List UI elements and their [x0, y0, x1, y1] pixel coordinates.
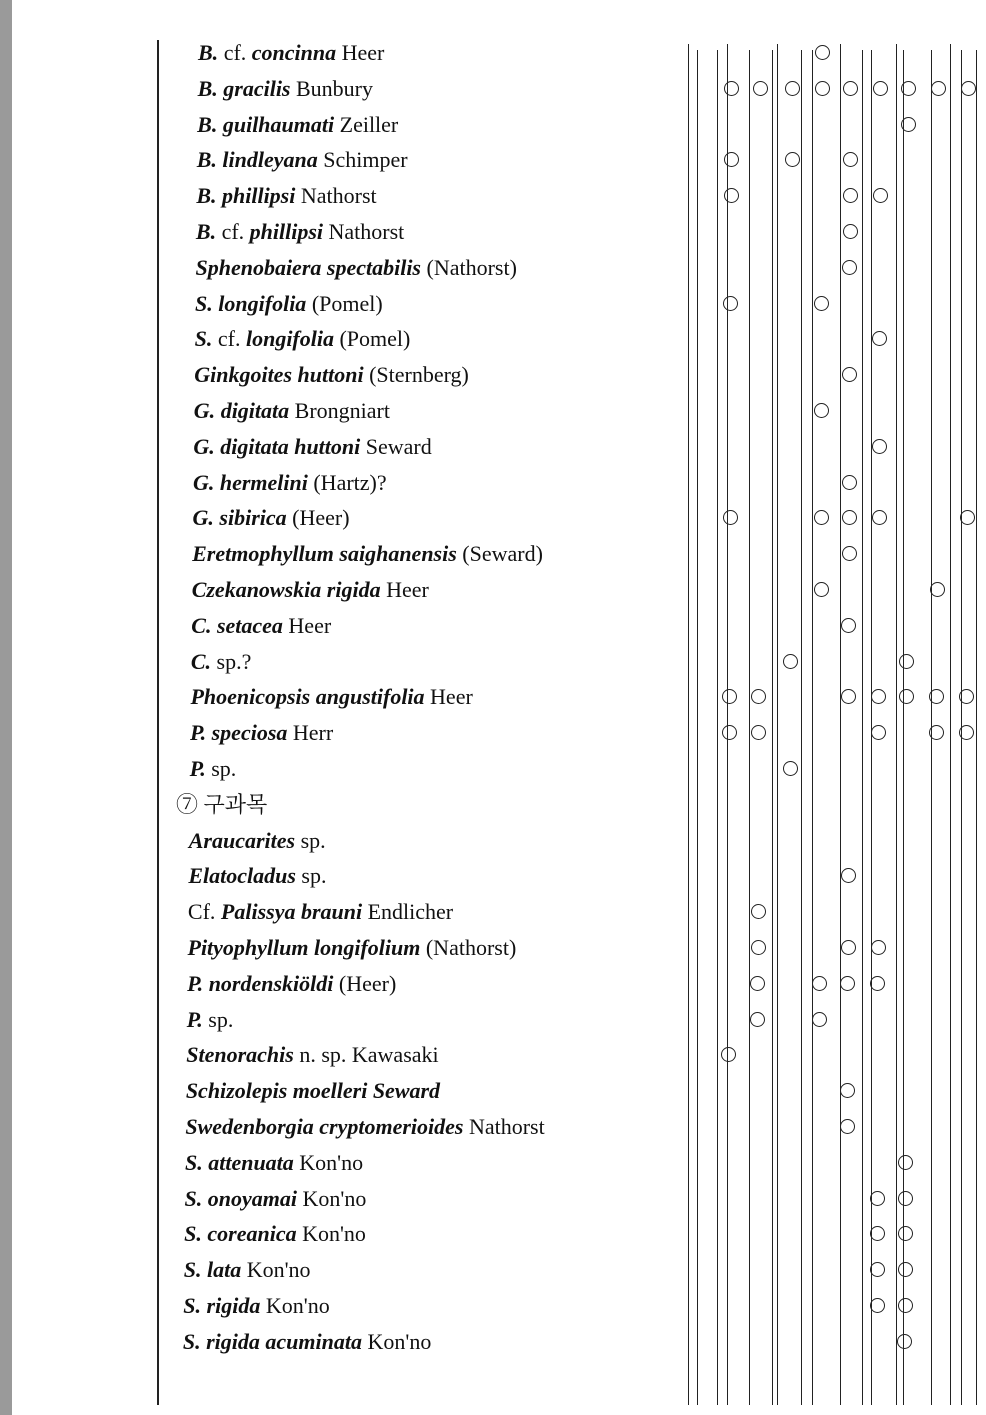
epithet: lata — [206, 1257, 242, 1283]
qualifier: n. sp. — [299, 1042, 347, 1068]
occurrence-circle — [871, 725, 886, 740]
occurrence-circle — [812, 1012, 827, 1027]
occurrence-circle — [843, 224, 858, 239]
genus: Elatocladus — [188, 863, 296, 889]
author: (Heer) — [292, 505, 350, 531]
qualifier: cf. — [217, 326, 241, 352]
genus: Phoenicopsis — [190, 684, 311, 710]
occurrence-circle — [960, 510, 975, 525]
column-rule — [950, 44, 951, 1405]
author: Heer — [288, 612, 332, 638]
epithet: Palissya brauni — [220, 899, 363, 925]
occurrence-circle — [814, 510, 829, 525]
occurrence-circle — [901, 117, 916, 132]
column-rule — [772, 50, 773, 1405]
author: Heer — [341, 40, 385, 65]
author: Nathorst — [328, 219, 405, 244]
occurrence-circle — [840, 1119, 855, 1134]
epithet: spectabilis — [326, 254, 421, 280]
occurrence-circle — [783, 654, 798, 669]
epithet: rigida — [326, 577, 381, 602]
author: Zeiller — [339, 111, 399, 137]
author: (Pomel) — [339, 326, 411, 352]
occurrence-circle — [931, 81, 946, 96]
epithet: hermelini — [219, 469, 308, 495]
genus: C. — [191, 612, 212, 638]
genus: S. — [184, 1149, 203, 1175]
epithet: angustifolia — [315, 684, 425, 710]
epithet: speciosa — [211, 720, 288, 746]
author: (Nathorst) — [426, 254, 517, 280]
occurrence-circle — [785, 152, 800, 167]
epithet: longifolium — [314, 935, 421, 960]
epithet: gracilis — [223, 75, 291, 101]
occurrence-circle — [870, 1226, 885, 1241]
epithet: phillipsi — [249, 219, 324, 244]
author: Heer — [386, 577, 429, 602]
genus: Ginkgoites — [194, 362, 293, 388]
occurrence-circle — [840, 976, 855, 991]
occurrence-circle — [873, 81, 888, 96]
epithet: lindleyana — [222, 147, 318, 173]
occurrence-circle — [870, 976, 885, 991]
genus: S. — [195, 290, 213, 316]
genus: S. — [182, 1328, 201, 1354]
author: Brongniart — [294, 398, 390, 423]
occurrence-circle — [841, 689, 856, 704]
qualifier: sp.? — [216, 648, 252, 674]
occurrence-circle — [929, 689, 944, 704]
genus: B. — [195, 219, 217, 244]
genus: P. — [189, 756, 206, 781]
occurrence-circle — [872, 510, 887, 525]
author: Kon'no — [265, 1293, 330, 1318]
occurrence-circle — [722, 689, 737, 704]
author: Kon'no — [299, 1149, 364, 1175]
genus: Cf. — [187, 899, 216, 925]
occurrence-circle — [750, 1012, 765, 1027]
epithet: cryptomerioides — [319, 1114, 464, 1139]
epithet: rigida — [206, 1293, 261, 1318]
occurrence-circle — [724, 152, 739, 167]
occurrence-circle — [842, 546, 857, 561]
genus: C. — [190, 648, 212, 674]
genus: S. — [183, 1293, 202, 1318]
occurrence-circle — [751, 725, 766, 740]
occurrence-circle — [783, 761, 798, 776]
qualifier: sp. — [301, 863, 327, 889]
occurrence-circle — [785, 81, 800, 96]
genus: Eretmophyllum — [192, 541, 334, 567]
genus: Czekanowskia — [191, 577, 322, 602]
occurrence-circle — [870, 1298, 885, 1313]
occurrence-circle — [842, 510, 857, 525]
occurrence-circle — [870, 1191, 885, 1206]
occurrence-circle — [721, 1047, 736, 1062]
author: Kon'no — [302, 1221, 366, 1247]
occurrence-circle — [841, 618, 856, 633]
occurrence-circle — [930, 582, 945, 597]
occurrence-circle — [814, 296, 829, 311]
occurrence-circle — [871, 940, 886, 955]
epithet: coreanica — [207, 1221, 297, 1247]
genus: P. — [187, 970, 204, 996]
occurrence-circle — [871, 689, 886, 704]
occurrence-circle — [724, 188, 739, 203]
qualifier: sp. — [300, 827, 326, 853]
genus: B. — [196, 147, 217, 173]
epithet: phillipsi — [222, 183, 296, 209]
occurrence-circle — [750, 976, 765, 991]
occurrence-circle — [898, 1298, 913, 1313]
occurrence-circle — [815, 45, 830, 60]
occurrence-circle — [929, 725, 944, 740]
column-rule — [812, 50, 813, 1405]
genus: Pityophyllum — [187, 935, 309, 960]
occurrence-circle — [872, 331, 887, 346]
epithet: digitata huttoni — [220, 433, 361, 459]
column-rule — [688, 44, 689, 1405]
author: Kon'no — [302, 1185, 367, 1211]
epithet: concinna — [251, 40, 337, 65]
occurrence-circle — [723, 296, 738, 311]
epithet: longifolia — [218, 290, 307, 316]
genus: Sphenobaiera — [195, 254, 322, 280]
column-rule — [801, 50, 802, 1405]
occurrence-circle — [751, 904, 766, 919]
occurrence-circle — [842, 367, 857, 382]
occurrence-circle — [899, 654, 914, 669]
author: Schimper — [323, 147, 408, 173]
genus: Stenorachis — [186, 1042, 294, 1068]
occurrence-circle — [753, 81, 768, 96]
column-rule — [862, 50, 863, 1405]
author: Nathorst — [300, 183, 377, 209]
epithet: digitata — [220, 398, 290, 423]
occurrence-circle — [840, 1083, 855, 1098]
occurrence-circle — [812, 976, 827, 991]
genus: P. — [186, 1006, 203, 1032]
occurrence-circle — [959, 725, 974, 740]
epithet: onoyamai — [207, 1185, 298, 1211]
genus: S. — [183, 1257, 202, 1283]
occurrence-circle — [842, 260, 857, 275]
genus: G. — [192, 505, 214, 531]
occurrence-circle — [872, 439, 887, 454]
epithet: rigida acuminata — [206, 1328, 362, 1354]
genus: B. — [196, 183, 217, 209]
occurrence-circle — [843, 81, 858, 96]
author: Bunbury — [296, 75, 373, 101]
occurrence-circle — [814, 582, 829, 597]
qualifier: sp. — [208, 1006, 234, 1032]
occurrence-circle — [898, 1262, 913, 1277]
genus: G. — [193, 433, 215, 459]
occurrence-circle — [751, 940, 766, 955]
occurrence-circle — [959, 689, 974, 704]
author: (Seward) — [462, 541, 543, 567]
epithet: setacea — [216, 612, 283, 638]
qualifier: sp. — [211, 756, 237, 781]
genus: S. — [194, 326, 213, 352]
author: Endlicher — [367, 899, 454, 925]
column-rule — [840, 44, 841, 1405]
column-rule — [697, 50, 698, 1405]
genus: P. — [190, 720, 207, 746]
genus: B. — [198, 40, 219, 65]
occurrence-circle — [724, 81, 739, 96]
epithet: moelleri Seward — [292, 1078, 441, 1104]
author: Herr — [292, 720, 334, 746]
occurrence-circle — [898, 1155, 913, 1170]
epithet: nordenskiöldi — [208, 970, 334, 996]
author: (Hartz)? — [313, 469, 387, 495]
occurrence-circle — [898, 1226, 913, 1241]
occurrence-circle — [815, 81, 830, 96]
author: Kawasaki — [351, 1042, 439, 1068]
column-rule — [896, 44, 897, 1405]
epithet: sibirica — [219, 505, 287, 531]
genus: Araucarites — [188, 827, 296, 853]
occurrence-circle — [843, 152, 858, 167]
genus: G. — [192, 469, 215, 495]
author: (Heer) — [338, 970, 397, 996]
occurrence-circle — [723, 510, 738, 525]
author: (Pomel) — [311, 290, 383, 316]
occurrence-circle — [814, 403, 829, 418]
qualifier: cf. — [223, 40, 247, 65]
occurrence-circle — [843, 188, 858, 203]
genus: G. — [193, 398, 216, 423]
occurrence-circle — [841, 868, 856, 883]
author: Nathorst — [468, 1114, 545, 1139]
column-rule — [749, 50, 750, 1405]
section-heading: ⑦ 구과목 — [176, 791, 268, 817]
genus: B. — [197, 75, 218, 101]
epithet: longifolia — [245, 326, 334, 352]
occurrence-circle — [722, 725, 737, 740]
epithet: attenuata — [208, 1149, 294, 1175]
occurrence-circle — [842, 475, 857, 490]
epithet: saighanensis — [339, 541, 457, 567]
occurrence-circle — [898, 1191, 913, 1206]
author: (Nathorst) — [425, 935, 517, 960]
occurrence-circle — [899, 689, 914, 704]
epithet: huttoni — [297, 362, 364, 388]
occurrence-circle — [901, 81, 916, 96]
occurrence-circle — [873, 188, 888, 203]
qualifier: cf. — [221, 219, 245, 244]
genus: S. — [184, 1185, 203, 1211]
genus: B. — [197, 111, 218, 137]
occurrence-circle — [897, 1334, 912, 1349]
occurrence-circle — [841, 940, 856, 955]
genus: Swedenborgia — [185, 1114, 314, 1139]
author: Kon'no — [246, 1257, 311, 1283]
column-rule — [777, 44, 778, 1405]
author: (Sternberg) — [369, 362, 469, 388]
occurrence-circle — [961, 81, 976, 96]
occurrence-circle — [870, 1262, 885, 1277]
author: Seward — [365, 433, 432, 459]
column-rule — [976, 50, 977, 1405]
occurrence-circle — [751, 689, 766, 704]
epithet: guilhaumati — [222, 111, 335, 137]
author: Kon'no — [367, 1328, 432, 1354]
genus: Schizolepis — [185, 1078, 288, 1104]
author: Heer — [430, 684, 473, 710]
genus: S. — [184, 1221, 202, 1247]
column-rule — [717, 50, 718, 1405]
